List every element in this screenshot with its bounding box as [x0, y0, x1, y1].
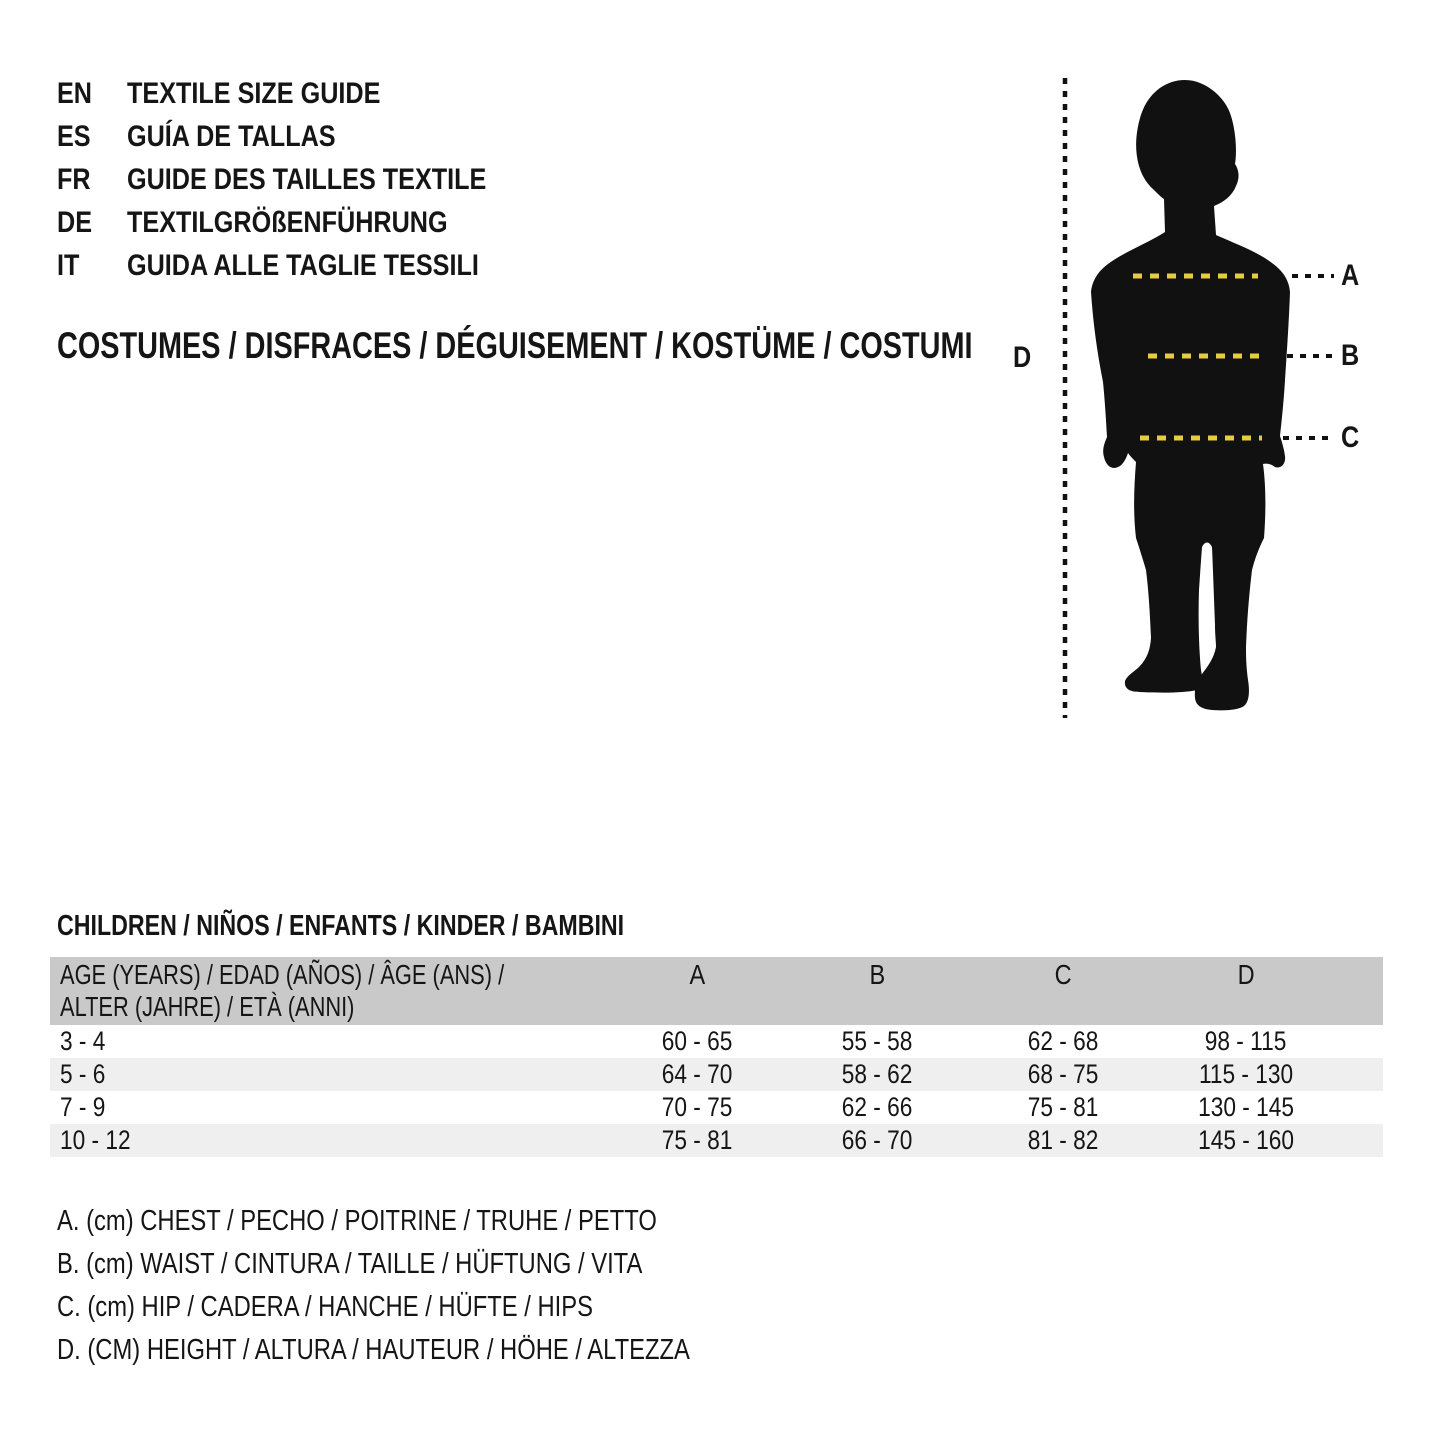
- cell-chest: 60 - 65: [661, 1026, 733, 1056]
- cell-waist: 62 - 66: [841, 1092, 913, 1122]
- cell-age: 10 - 12: [60, 1125, 131, 1155]
- legend-hip: C. (cm) HIP / CADERA / HANCHE / HÜFTE / HIPS: [57, 1291, 593, 1323]
- col-header-age: AGE (YEARS) / EDAD (AÑOS) / ÂGE (ANS) / ALTER (JAHRE) / ETÀ (ANNI): [60, 959, 505, 1022]
- language-title: GUÍA DE TALLAS: [127, 119, 336, 153]
- section-label-children: CHILDREN / NIÑOS / ENFANTS / KINDER / BAMBINI: [57, 910, 625, 942]
- cell-hip: 68 - 75: [1027, 1059, 1099, 1089]
- cell-chest: 75 - 81: [661, 1125, 733, 1155]
- children-size-table: [50, 957, 1383, 1157]
- table-header-row: [50, 957, 1383, 1025]
- cell-waist: 55 - 58: [841, 1026, 913, 1056]
- language-title: GUIDE DES TAILLES TEXTILE: [127, 162, 487, 196]
- language-code: FR: [57, 162, 91, 196]
- table-row-age-3-4: [50, 1025, 1383, 1058]
- cell-age: 3 - 4: [60, 1026, 106, 1056]
- language-row-it: [57, 244, 555, 287]
- cell-height: 98 - 115: [1205, 1026, 1287, 1056]
- cell-chest: 64 - 70: [661, 1059, 733, 1089]
- cell-hip: 62 - 68: [1027, 1026, 1099, 1056]
- col-header-b: B: [869, 959, 885, 990]
- marker-label-height: D: [1013, 341, 1032, 374]
- legend-chest: A. (cm) CHEST / PECHO / POITRINE / TRUHE / PETTO: [57, 1205, 657, 1237]
- category-title: COSTUMES / DISFRACES / DÉGUISEMENT / KOSTÜME / COSTUMI: [57, 325, 973, 366]
- legend-waist: B. (cm) WAIST / CINTURA / TAILLE / HÜFTUNG / VITA: [57, 1248, 643, 1280]
- child-silhouette: [1091, 80, 1290, 710]
- cell-waist: 66 - 70: [841, 1125, 913, 1155]
- legend-height: D. (CM) HEIGHT / ALTURA / HAUTEUR / HÖHE / ALTEZZA: [57, 1334, 690, 1366]
- cell-waist: 58 - 62: [841, 1059, 913, 1089]
- language-row-en: [57, 72, 555, 115]
- language-code: DE: [57, 205, 93, 239]
- language-row-fr: [57, 158, 555, 201]
- language-title: TEXTILE SIZE GUIDE: [127, 76, 381, 110]
- cell-chest: 70 - 75: [661, 1092, 733, 1122]
- language-code: IT: [57, 248, 80, 282]
- language-title: TEXTILGRÖßENFÜHRUNG: [127, 205, 448, 239]
- marker-label-chest: A: [1341, 259, 1360, 292]
- language-code: ES: [57, 119, 91, 153]
- measurement-legend: [57, 1200, 829, 1372]
- col-header-d: D: [1237, 959, 1255, 990]
- language-list: [57, 72, 555, 287]
- cell-hip: 81 - 82: [1027, 1125, 1099, 1155]
- table-row-age-5-6: [50, 1058, 1383, 1091]
- cell-hip: 75 - 81: [1027, 1092, 1099, 1122]
- table-row-age-10-12: [50, 1124, 1383, 1157]
- marker-label-waist: B: [1341, 339, 1360, 372]
- cell-height: 115 - 130: [1198, 1059, 1294, 1089]
- marker-label-hip: C: [1341, 421, 1360, 454]
- language-code: EN: [57, 76, 93, 110]
- size-figure: [1000, 60, 1445, 740]
- cell-age: 7 - 9: [60, 1092, 106, 1122]
- cell-height: 130 - 145: [1198, 1092, 1294, 1122]
- col-header-a: A: [689, 959, 705, 990]
- language-row-de: [57, 201, 555, 244]
- language-row-es: [57, 115, 555, 158]
- language-title: GUIDA ALLE TAGLIE TESSILI: [127, 248, 479, 282]
- col-header-c: C: [1054, 959, 1072, 990]
- cell-age: 5 - 6: [60, 1059, 106, 1089]
- cell-height: 145 - 160: [1198, 1125, 1294, 1155]
- table-row-age-7-9: [50, 1091, 1383, 1124]
